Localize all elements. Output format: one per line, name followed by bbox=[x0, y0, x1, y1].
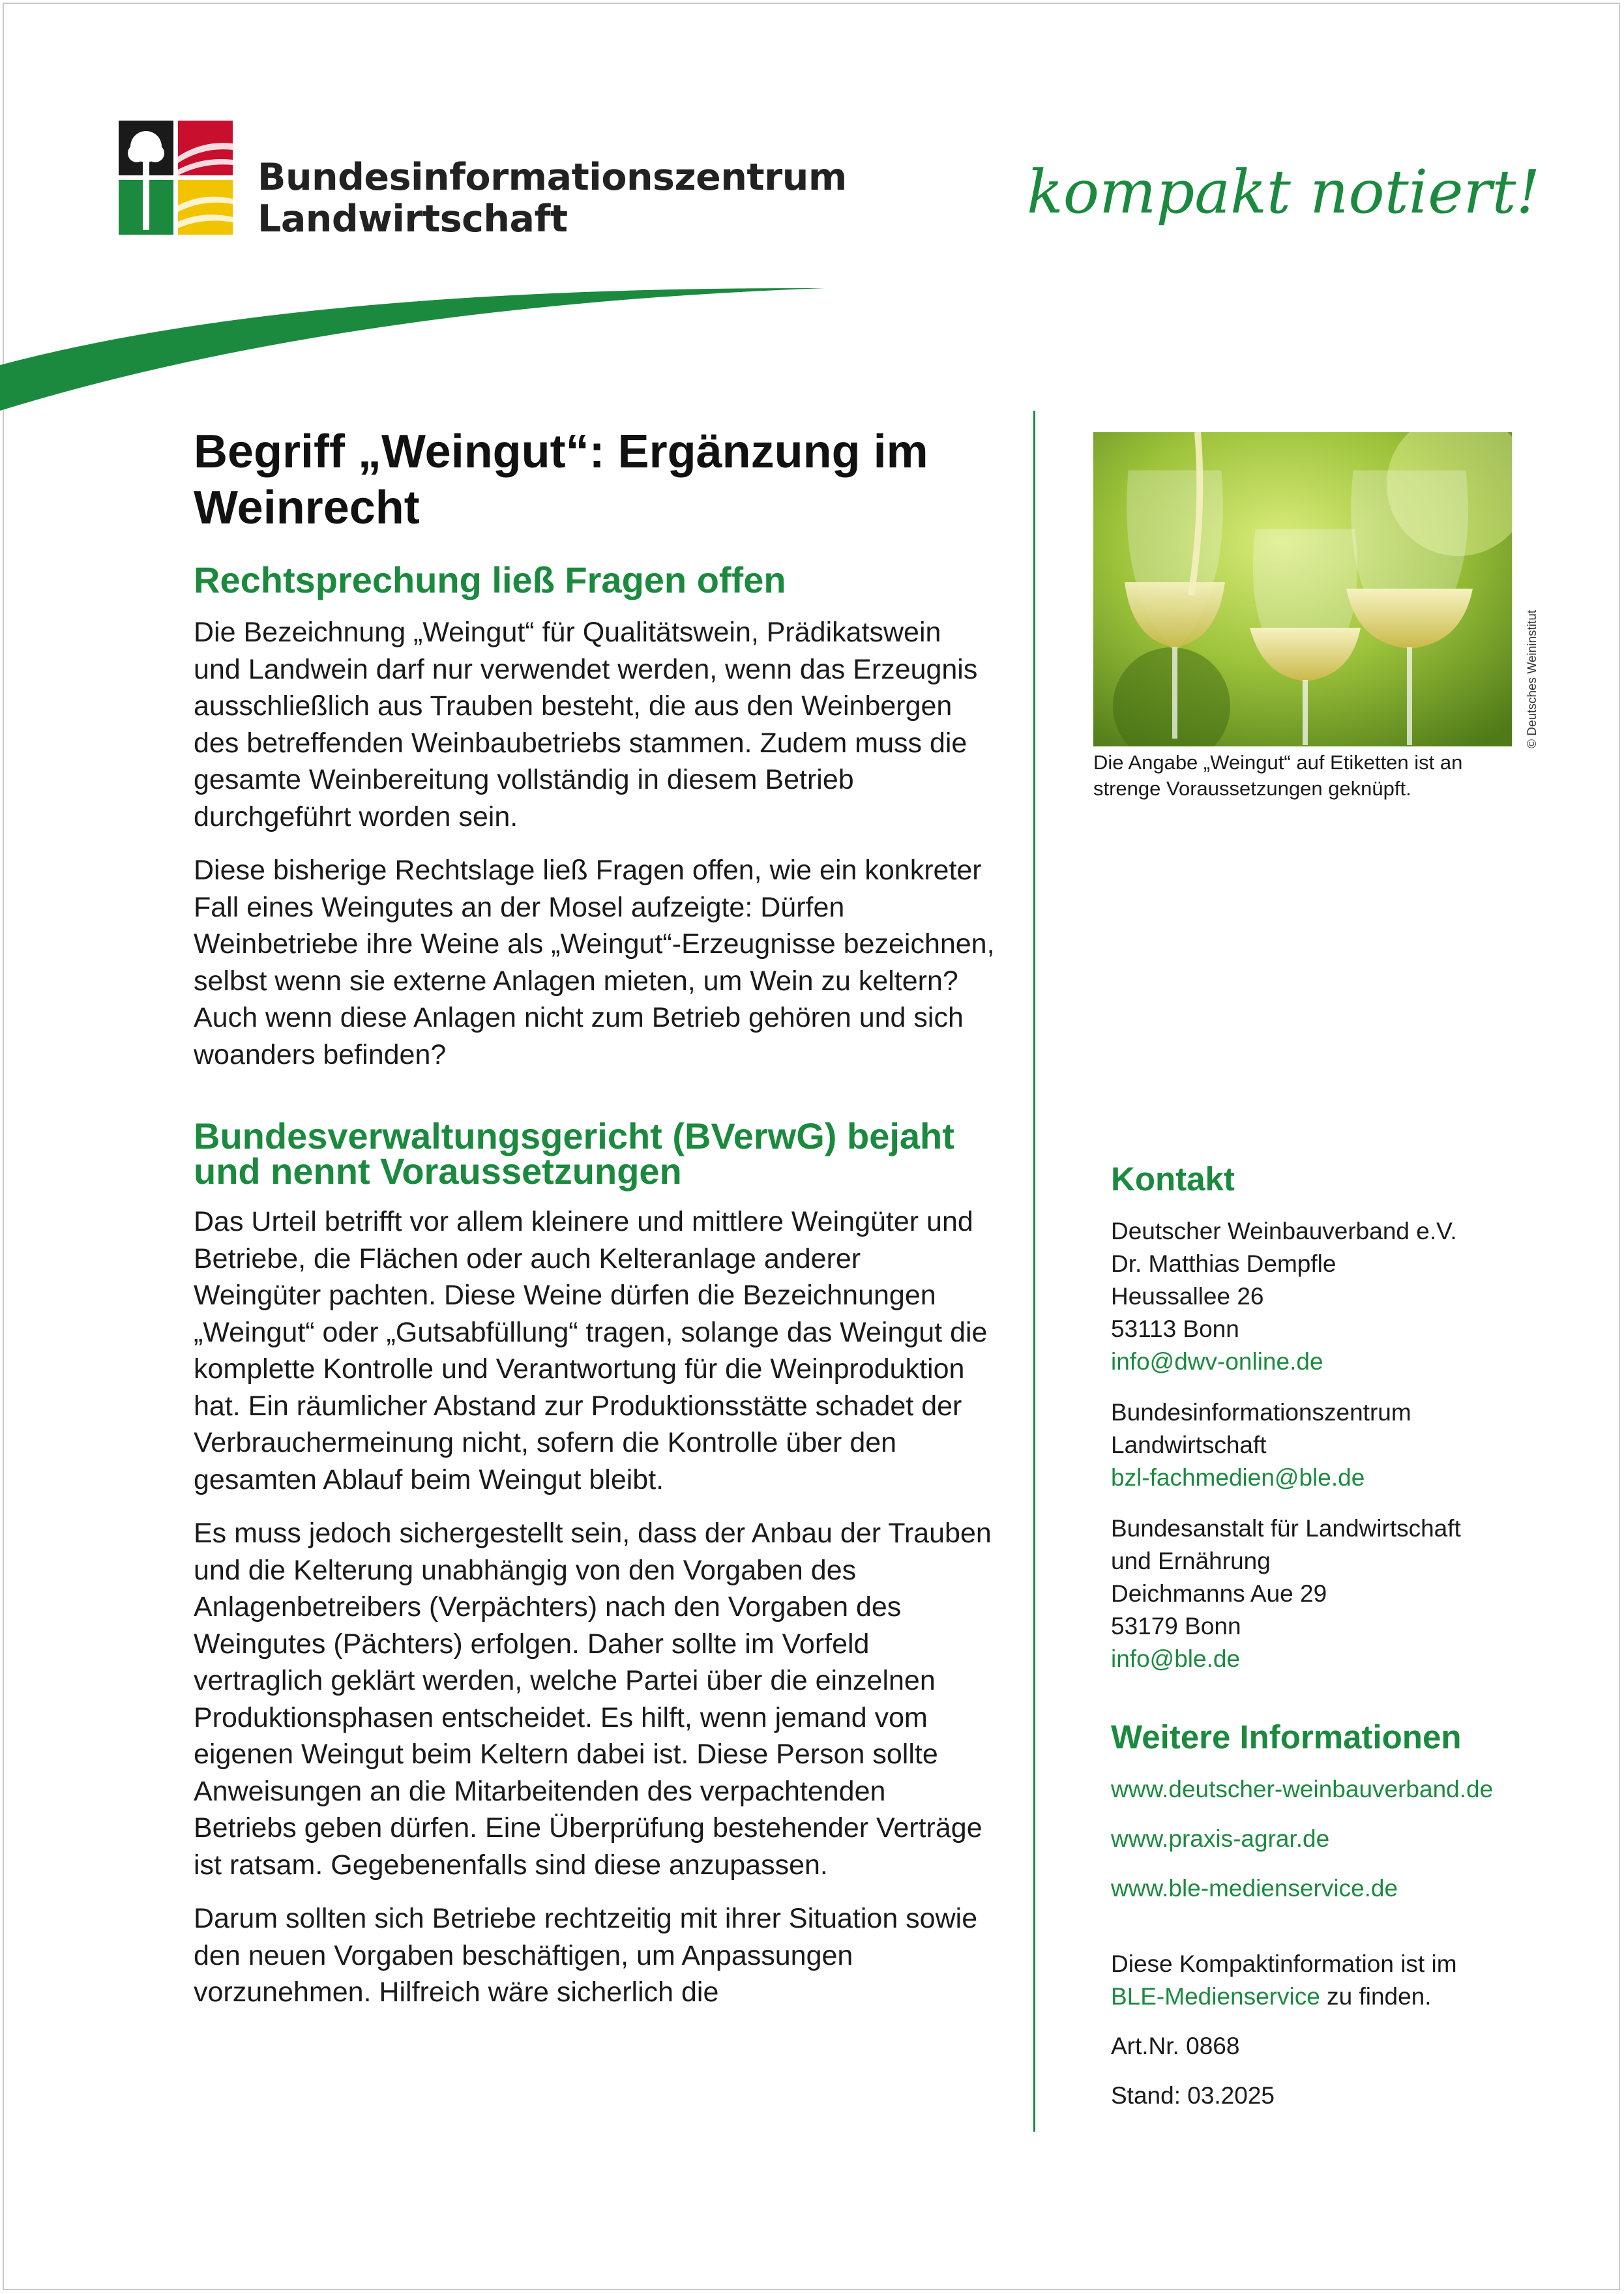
bzl-logo-icon bbox=[119, 121, 233, 235]
contact-block bbox=[1111, 1396, 1567, 1494]
contact-line: Landwirtschaft bbox=[1111, 1432, 1267, 1458]
contact-line: Deichmanns Aue 29 bbox=[1111, 1580, 1327, 1607]
tagline: kompakt notiert! bbox=[1027, 157, 1541, 227]
section-heading-1: Rechtsprechung ließ Fragen offen bbox=[194, 559, 786, 600]
email-link[interactable]: info@ble.de bbox=[1111, 1645, 1241, 1672]
contact-heading: Kontakt bbox=[1111, 1160, 1235, 1198]
paragraph: Diese bisherige Rechtslage ließ Fragen offen, wie ein konkreter Fall eines Weingutes an der Mosel aufzeigte: Dürfen Weinbetriebe ihre Weine als „Weingut“-Erzeugnisse bezeichnen, selbst wenn sie externe Anlagen mieten, um Wein zu keltern? Auch wenn diese Anlagen nicht zum Betrieb gehören und sich woanders befinden? bbox=[194, 855, 995, 1070]
paragraph: Darum sollten sich Betriebe rechtzeitig mit ihrer Situation sowie den neuen Vorgaben beschäftigen, um Anpassungen vorzunehmen. Hilfreich wäre sicherlich die bbox=[194, 1903, 978, 2008]
contact-line: Heussallee 26 bbox=[1111, 1283, 1264, 1310]
more-info-heading: Weitere Informationen bbox=[1111, 1718, 1462, 1756]
header-swoosh bbox=[0, 280, 848, 424]
email-link[interactable]: bzl-fachmedien@ble.de bbox=[1111, 1464, 1365, 1491]
column-divider bbox=[1033, 411, 1035, 2132]
org-name-line2: Landwirtschaft bbox=[258, 198, 568, 241]
paragraph: Die Bezeichnung „Weingut“ für Qualitätswein, Prädikatswein und Landwein darf nur verwendet werden, wenn das Erzeugnis ausschließlich aus Trauben besteht, die aus den Weinbergen des betreffenden Weinbaubetriebs stammen. Zudem muss die gesamte Weinbereitung vollständig in diesem Betrieb durchgeführt worden sein. bbox=[194, 617, 978, 832]
section-heading-2: Bundesverwaltungsgericht (BVerwG) bejaht und nennt Voraussetzungen bbox=[194, 1115, 954, 1192]
contact-line: Bundesanstalt für Landwirtschaft bbox=[1111, 1515, 1461, 1542]
contact-line: Bundesinformationszentrum bbox=[1111, 1399, 1411, 1426]
photo-credit: © Deutsches Weininstitut bbox=[1526, 610, 1539, 748]
wine-glasses-photo bbox=[1093, 432, 1512, 746]
paragraph: Es muss jedoch sichergestellt sein, dass der Anbau der Trauben und die Kelterung unabhängig von den Vorgaben des Anlagenbetreibers (Verpächters) nach den Vorgaben des Weingutes (Pächters) erfolgen. Daher sollte im Vorfeld vertraglich geklärt werden, welche Partei über die einzelnen Produktionsphasen entscheidet. Es hilft, wenn jemand vom eigenen Weingut beim Keltern dabei ist. Diese Person sollte Anweisungen an die Mitarbeitenden des verpachtenden Betriebs geben dürfen. Eine Überprüfung bestehender Verträge ist ratsam. Gegebenenfalls sind diese anzupassen. bbox=[194, 1518, 992, 1881]
contact-line: 53113 Bonn bbox=[1111, 1316, 1239, 1342]
sidebar bbox=[1111, 1160, 1567, 2129]
photo-caption: Die Angabe „Weingut“ auf Etiketten ist an strenge Voraussetzungen geknüpft. bbox=[1093, 751, 1463, 800]
contact-line: Dr. Matthias Dempfle bbox=[1111, 1250, 1336, 1277]
contact-line: 53179 Bonn bbox=[1111, 1613, 1241, 1640]
organization-name bbox=[258, 156, 847, 240]
medienservice-note bbox=[1111, 1948, 1567, 2013]
note-suffix: zu finden. bbox=[1320, 1983, 1432, 2010]
article bbox=[194, 424, 996, 2028]
contact-block bbox=[1111, 1215, 1567, 1378]
article-number: Art.Nr. 0868 bbox=[1111, 2033, 1240, 2059]
web-link[interactable]: www.deutscher-weinbauverband.de bbox=[1111, 1776, 1494, 1802]
note-prefix: Diese Kompaktinformation ist im bbox=[1111, 1950, 1457, 1977]
contact-line: und Ernährung bbox=[1111, 1548, 1271, 1574]
article-title: Begriff „Weingut“: Ergänzung im Weinrecht bbox=[194, 426, 928, 534]
web-link[interactable]: www.ble-medienservice.de bbox=[1111, 1875, 1398, 1902]
web-link[interactable]: www.praxis-agrar.de bbox=[1111, 1825, 1330, 1852]
contact-line: Deutscher Weinbauverband e.V. bbox=[1111, 1218, 1457, 1244]
date-stand: Stand: 03.2025 bbox=[1111, 2082, 1275, 2109]
contact-block bbox=[1111, 1512, 1567, 1675]
email-link[interactable]: info@dwv-online.de bbox=[1111, 1348, 1323, 1375]
paragraph: Das Urteil betrifft vor allem kleinere und mittlere Weingüter und Betriebe, die Flächen oder auch Kelteranlage anderer Weingüter pachten. Diese Weine dürfen die Bezeichnungen „Weingut“ oder „Gutsabfüllung“ tragen, solange das Weingut die komplette Kontrolle und Verantwortung für die Weinproduktion hat. Ein räumlicher Abstand zur Produktionsstätte schadet der Verbrauchermeinung nicht, sofern die Kontrolle über den gesamten Ablauf beim Weingut bleibt. bbox=[194, 1206, 988, 1495]
org-name-line1: Bundesinformationszentrum bbox=[258, 156, 847, 199]
medienservice-link[interactable]: BLE-Medienservice bbox=[1111, 1983, 1320, 2010]
